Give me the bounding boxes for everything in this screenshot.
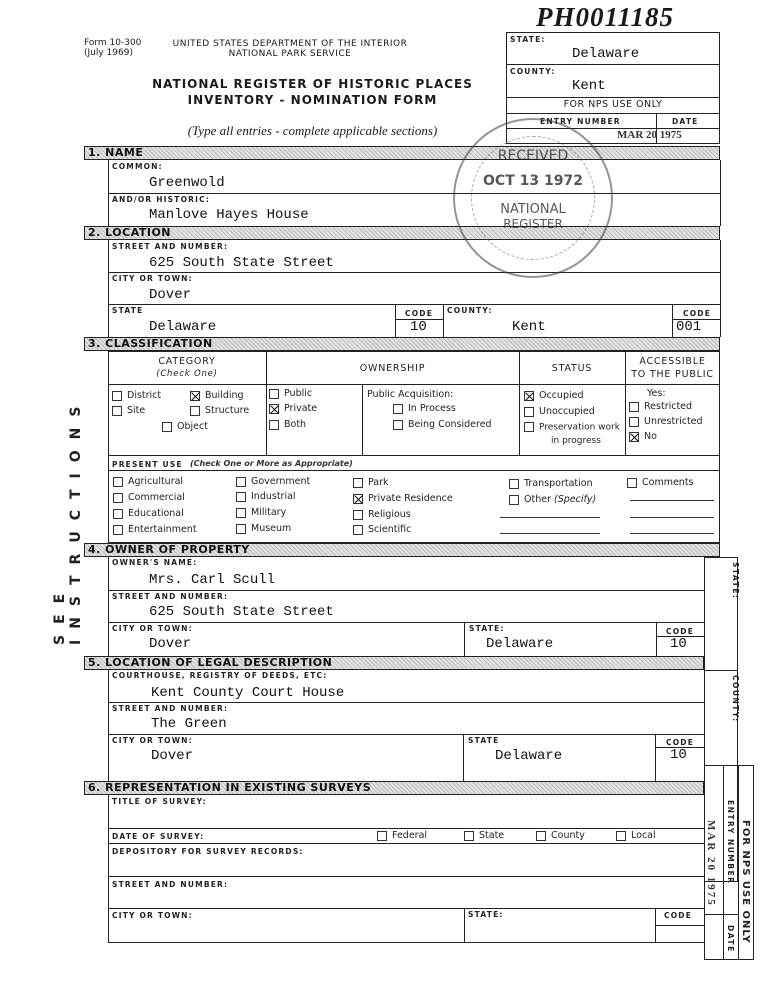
side-county-label: COUNTY: xyxy=(731,675,740,723)
checkbox[interactable] xyxy=(629,417,639,427)
survey-state-label: STATE: xyxy=(468,910,504,919)
nps-state-label: STATE: xyxy=(510,35,546,44)
accessible-restricted-checkbox[interactable] xyxy=(629,401,692,412)
form-number: Form 10-300 xyxy=(84,38,142,48)
ownership-header: OWNERSHIP xyxy=(359,363,426,374)
owner-name-field[interactable]: Mrs. Carl Scull xyxy=(149,572,276,588)
owner-code-field[interactable]: 10 xyxy=(670,636,687,652)
ownership-both-checkbox[interactable] xyxy=(269,419,306,430)
public-acquisition-label: Public Acquisition: xyxy=(367,389,454,400)
location-city-label: CITY OR TOWN: xyxy=(112,274,193,283)
checkbox[interactable] xyxy=(236,477,246,487)
option-label: Private xyxy=(284,403,318,414)
common-name-field[interactable]: Greenwold xyxy=(149,175,225,191)
checkbox-checked[interactable] xyxy=(524,391,534,401)
checkbox[interactable] xyxy=(393,420,403,430)
option-label: Local xyxy=(631,830,656,841)
category-district-checkbox[interactable] xyxy=(112,390,161,401)
use-industrial-checkbox[interactable] xyxy=(236,491,296,502)
other-specify-line-1[interactable] xyxy=(500,517,600,518)
option-label: Museum xyxy=(251,523,292,534)
checkbox[interactable] xyxy=(509,495,519,505)
checkbox-checked[interactable] xyxy=(269,404,279,414)
checkbox[interactable] xyxy=(353,525,363,535)
side-entry-number-label: ENTRY NUMBER xyxy=(726,800,735,885)
checkbox[interactable] xyxy=(377,831,387,841)
checkbox[interactable] xyxy=(113,493,123,503)
comments-line-2[interactable] xyxy=(630,517,714,518)
accessible-header-line1: ACCESSIBLE xyxy=(639,356,706,367)
option-label: Unrestricted xyxy=(644,416,703,427)
checkbox[interactable] xyxy=(113,525,123,535)
checkbox[interactable] xyxy=(190,406,200,416)
owner-city-label: CITY OR TOWN: xyxy=(112,624,193,633)
use-park-checkbox[interactable] xyxy=(353,477,389,488)
survey-state-checkbox[interactable] xyxy=(464,830,504,841)
service-name: NATIONAL PARK SERVICE xyxy=(228,49,352,59)
category-site-checkbox[interactable] xyxy=(112,405,145,416)
use-government-checkbox[interactable] xyxy=(236,476,310,487)
nps-date-stamp: MAR 20 1975 xyxy=(617,129,682,141)
option-label: Restricted xyxy=(644,401,693,412)
owner-street-label: STREET AND NUMBER: xyxy=(112,592,229,601)
category-object-checkbox[interactable] xyxy=(162,421,208,432)
historic-name-label: AND/OR HISTORIC: xyxy=(112,195,211,204)
location-state-field[interactable]: Delaware xyxy=(149,319,217,335)
owner-street-field[interactable]: 625 South State Street xyxy=(149,604,334,620)
use-religious-checkbox[interactable] xyxy=(353,509,411,520)
comments-line-3[interactable] xyxy=(630,533,714,534)
legal-state-label: STATE xyxy=(468,736,500,745)
see-instructions-label: SEE INSTRUCTIONS xyxy=(52,395,84,645)
section-owner-header: 4. OWNER OF PROPERTY xyxy=(84,543,720,557)
checkbox[interactable] xyxy=(162,422,172,432)
stamp-register: REGISTER xyxy=(503,217,563,231)
section-legal-header: 5. LOCATION OF LEGAL DESCRIPTION xyxy=(84,656,704,670)
option-label: Educational xyxy=(128,508,184,519)
option-label: Private Residence xyxy=(368,493,453,504)
stamp-received: RECEIVED xyxy=(497,148,569,164)
side-state-label: STATE: xyxy=(731,562,740,600)
depository-label: DEPOSITORY FOR SURVEY RECORDS: xyxy=(112,847,304,856)
owner-state-label: STATE: xyxy=(469,624,505,633)
option-label: Building xyxy=(205,390,244,401)
survey-city-label: CITY OR TOWN: xyxy=(112,911,193,920)
legal-city-label: CITY OR TOWN: xyxy=(112,736,193,745)
stamp-date: OCT 13 1972 xyxy=(483,173,583,189)
option-label: Agricultural xyxy=(128,476,184,487)
option-label: Industrial xyxy=(251,491,296,502)
status-occupied-checkbox[interactable] xyxy=(524,390,584,401)
option-label: Site xyxy=(127,405,146,416)
location-street-field[interactable]: 625 South State Street xyxy=(149,255,334,271)
use-comments-checkbox[interactable] xyxy=(627,477,694,488)
option-label: State xyxy=(479,830,505,841)
location-county-field[interactable]: Kent xyxy=(512,319,546,335)
use-entertainment-checkbox[interactable] xyxy=(113,524,197,535)
specify-label: (Specify) xyxy=(554,494,597,505)
status-preservation-checkbox[interactable] xyxy=(524,422,620,433)
section-classification-header: 3. CLASSIFICATION xyxy=(84,337,720,351)
option-label: Preservation work xyxy=(539,422,620,433)
checkbox[interactable] xyxy=(509,479,519,489)
checkbox[interactable] xyxy=(113,477,123,487)
category-building-checkbox[interactable] xyxy=(190,390,244,401)
status-header: STATUS xyxy=(551,363,593,374)
checkbox[interactable] xyxy=(353,478,363,488)
category-structure-checkbox[interactable] xyxy=(190,405,249,416)
stamp-national: NATIONAL xyxy=(500,202,566,217)
ownership-private-checkbox[interactable] xyxy=(269,403,317,414)
option-label: Other xyxy=(524,494,551,505)
use-agricultural-checkbox[interactable] xyxy=(113,476,183,487)
acquisition-being-considered-checkbox[interactable] xyxy=(393,419,492,430)
nps-use-only-label: FOR NPS USE ONLY xyxy=(563,99,663,110)
checkbox[interactable] xyxy=(236,524,246,534)
option-label: No xyxy=(644,431,657,442)
nps-state-value: Delaware xyxy=(572,46,640,62)
accessible-unrestricted-checkbox[interactable] xyxy=(629,416,703,427)
status-in-progress-label: in progress xyxy=(551,436,601,446)
legal-code-label: CODE xyxy=(666,738,695,747)
option-label: Public xyxy=(284,388,313,399)
checkbox[interactable] xyxy=(236,492,246,502)
use-scientific-checkbox[interactable] xyxy=(353,524,411,535)
location-street-label: STREET AND NUMBER: xyxy=(112,242,229,251)
section-surveys-header: 6. REPRESENTATION IN EXISTING SURVEYS xyxy=(84,781,704,795)
checkbox[interactable] xyxy=(353,510,363,520)
option-label: Scientific xyxy=(368,524,412,535)
option-label: County xyxy=(551,830,585,841)
option-label: Military xyxy=(251,507,287,518)
checkbox[interactable] xyxy=(616,831,626,841)
survey-local-checkbox[interactable] xyxy=(616,830,656,841)
checkbox[interactable] xyxy=(269,389,279,399)
option-label: Federal xyxy=(392,830,428,841)
checkbox[interactable] xyxy=(629,402,639,412)
option-label: Being Considered xyxy=(408,419,492,430)
side-date-stamp: MAR 20 1975 xyxy=(705,820,717,907)
checkbox[interactable] xyxy=(112,391,122,401)
legal-street-label: STREET AND NUMBER: xyxy=(112,704,229,713)
owner-city-field[interactable]: Dover xyxy=(149,636,192,652)
owner-code-label: CODE xyxy=(666,627,695,636)
side-nps-use-only-label: FOR NPS USE ONLY xyxy=(740,820,751,944)
location-city-field[interactable]: Dover xyxy=(149,287,192,303)
location-state-label: STATE xyxy=(112,306,144,315)
section-name-header: 1. NAME xyxy=(84,146,720,160)
nps-entry-number-label: ENTRY NUMBER xyxy=(540,117,621,126)
accessible-yes-label: Yes: xyxy=(647,388,666,399)
present-use-sublabel: (Check One or More as Appropriate) xyxy=(190,459,353,468)
department-name: UNITED STATES DEPARTMENT OF THE INTERIOR xyxy=(172,39,408,49)
option-label: Occupied xyxy=(539,390,584,401)
checkbox-checked[interactable] xyxy=(353,494,363,504)
use-other-checkbox[interactable] xyxy=(509,494,596,505)
option-label: Religious xyxy=(368,509,411,520)
form-title-line2: INVENTORY - NOMINATION FORM xyxy=(187,93,438,107)
location-county-code-field[interactable]: 001 xyxy=(676,319,702,335)
checkbox[interactable] xyxy=(627,478,637,488)
option-label: Government xyxy=(251,476,311,487)
category-header: CATEGORY xyxy=(158,356,216,367)
side-date-label: DATE xyxy=(726,925,735,953)
checkbox[interactable] xyxy=(536,831,546,841)
checkbox[interactable] xyxy=(113,509,123,519)
survey-code-label: CODE xyxy=(664,911,693,920)
use-military-checkbox[interactable] xyxy=(236,507,286,518)
nps-county-label: COUNTY: xyxy=(510,67,556,76)
survey-date-label: DATE OF SURVEY: xyxy=(112,832,205,841)
common-name-label: COMMON: xyxy=(112,162,163,171)
option-label: Entertainment xyxy=(128,524,197,535)
legal-city-field[interactable]: Dover xyxy=(151,748,194,764)
other-specify-line-2[interactable] xyxy=(500,533,600,534)
form-title-line1: NATIONAL REGISTER OF HISTORIC PLACES xyxy=(152,77,473,91)
survey-street-label: STREET AND NUMBER: xyxy=(112,880,229,889)
location-state-code-label: CODE xyxy=(405,309,434,318)
section-location-header: 2. LOCATION xyxy=(84,226,720,240)
option-label: Unoccupied xyxy=(539,406,595,417)
checkbox[interactable] xyxy=(464,831,474,841)
accessible-header-line2: TO THE PUBLIC xyxy=(631,369,714,380)
use-private-residence-checkbox[interactable] xyxy=(353,493,453,504)
use-commercial-checkbox[interactable] xyxy=(113,492,185,503)
status-unoccupied-checkbox[interactable] xyxy=(524,406,595,417)
acquisition-in-process-checkbox[interactable] xyxy=(393,403,456,414)
courthouse-label: COURTHOUSE, REGISTRY OF DEEDS, ETC: xyxy=(112,671,328,680)
checkbox[interactable] xyxy=(524,422,534,432)
checkbox[interactable] xyxy=(269,420,279,430)
legal-state-field[interactable]: Delaware xyxy=(495,748,563,764)
owner-name-label: OWNER'S NAME: xyxy=(112,558,198,567)
present-use-label: PRESENT USE xyxy=(112,460,183,469)
handwritten-id: PH0011185 xyxy=(536,2,675,32)
survey-county-checkbox[interactable] xyxy=(536,830,585,841)
location-county-label: COUNTY: xyxy=(447,306,493,315)
use-educational-checkbox[interactable] xyxy=(113,508,184,519)
category-subheader: (Check One) xyxy=(156,369,218,379)
checkbox-checked[interactable] xyxy=(629,432,639,442)
checkbox[interactable] xyxy=(112,406,122,416)
legal-code-field[interactable]: 10 xyxy=(670,747,687,763)
option-label: Object xyxy=(177,421,208,432)
option-label: Transportation xyxy=(524,478,593,489)
accessible-no-checkbox[interactable] xyxy=(629,431,657,442)
option-label: Both xyxy=(284,419,307,430)
option-label: In Process xyxy=(408,403,456,414)
owner-state-field[interactable]: Delaware xyxy=(486,636,554,652)
form-instructions: (Type all entries - complete applicable sections) xyxy=(187,123,438,138)
option-label: District xyxy=(127,390,162,401)
nps-county-value: Kent xyxy=(572,78,606,94)
comments-line-1[interactable] xyxy=(630,500,714,501)
checkbox[interactable] xyxy=(393,404,403,414)
use-transportation-checkbox[interactable] xyxy=(509,478,593,489)
ownership-public-checkbox[interactable] xyxy=(269,388,312,399)
checkbox[interactable] xyxy=(524,407,534,417)
option-label: Commercial xyxy=(128,492,185,503)
option-label: Comments xyxy=(642,477,694,488)
historic-name-field[interactable]: Manlove Hayes House xyxy=(149,207,309,223)
option-label: Structure xyxy=(205,405,250,416)
location-state-code-field[interactable]: 10 xyxy=(410,319,427,335)
option-label: Park xyxy=(368,477,389,488)
form-date: (July 1969) xyxy=(84,48,133,58)
checkbox-checked[interactable] xyxy=(190,391,200,401)
legal-street-field[interactable]: The Green xyxy=(151,716,227,732)
survey-title-label: TITLE OF SURVEY: xyxy=(112,797,207,806)
location-county-code-label: CODE xyxy=(683,309,712,318)
survey-federal-checkbox[interactable] xyxy=(377,830,427,841)
courthouse-field[interactable]: Kent County Court House xyxy=(151,685,345,701)
use-museum-checkbox[interactable] xyxy=(236,523,291,534)
checkbox[interactable] xyxy=(236,508,246,518)
nps-date-label: DATE xyxy=(672,117,699,126)
